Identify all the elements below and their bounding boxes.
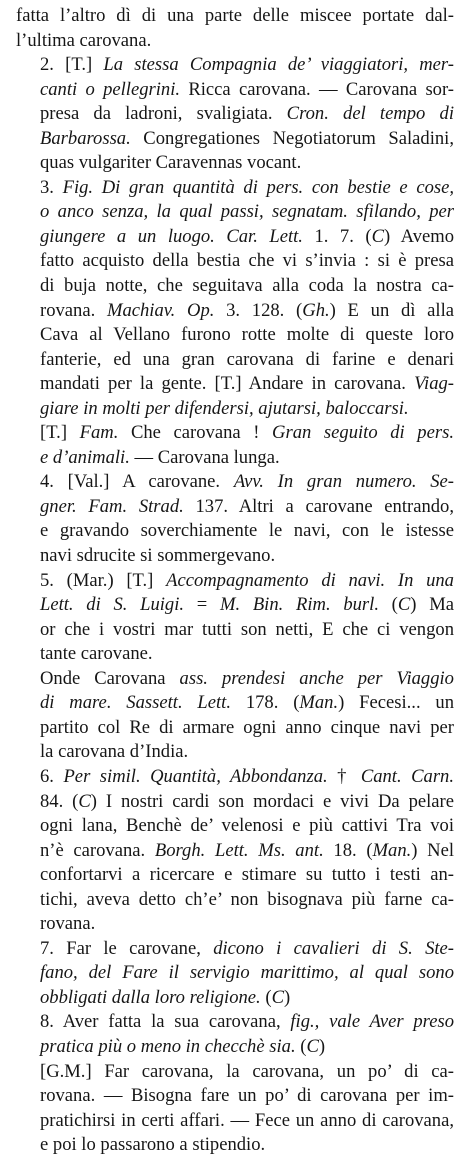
roman-text: ) Nel [411,839,454,861]
text-line [16,102,454,127]
roman-text: 137. Altri a carovane entrando, [183,495,454,517]
roman-text: Cava al Vellano furono rotte molte di queste loro [40,324,454,346]
roman-text: 4. [Val.] A carovane. [40,471,234,493]
text-line [16,961,454,986]
roman-text: 3. [40,176,63,198]
roman-text: Congregationes Negotiatorum Saladini, [130,127,454,149]
text-line [16,790,454,815]
roman-text: 2. [T.] [40,54,104,76]
entry-paragraph [16,569,454,667]
text-line [16,1084,454,1109]
text-line [16,1035,454,1060]
italic-text: Accompagnamento di navi. In una [166,569,454,591]
roman-text: ) Avemo [383,225,454,247]
text-line [16,839,454,864]
text-line [16,176,454,201]
text-line [16,986,454,1011]
roman-text: ) [318,1035,326,1057]
italic-text: Barbarossa. [40,127,131,149]
text-line [16,912,454,937]
roman-text: ) E un dì alla [329,299,454,321]
roman-text: 8. Aver fatta la sua carovana, [40,1011,291,1033]
roman-text: presa da ladroni, svaligiata. [40,103,287,125]
roman-text: 7. Far le carovane, [40,937,214,959]
text-line [16,200,454,225]
italic-text: C [371,225,384,247]
italic-text: Man. [299,692,339,714]
roman-text: quas vulgariter Caravennas vocant. [40,152,302,174]
text-line [16,814,454,839]
roman-text: partito col Re di armare ogni anno cinque navi per [40,716,454,738]
roman-text: 5. (Mar.) [T.] [40,569,167,591]
text-line [16,421,454,446]
text-line [16,323,454,348]
roman-text: 178. ( [231,692,300,714]
italic-text: pratica più o meno in checchè sia. [40,1035,296,1057]
roman-text: [T.] [40,422,80,444]
text-line [16,1010,454,1035]
text-line [16,642,454,667]
italic-text: C [271,986,284,1008]
text-line [16,618,454,643]
text-line [16,348,454,373]
entry-paragraph [16,4,454,53]
roman-text: 3. 128. ( [214,299,303,321]
roman-text: Carovana [94,667,166,689]
entry-paragraph [16,1010,454,1059]
italic-text: Man. [372,839,412,861]
text-line [16,446,454,471]
roman-text: mandati per la gente. [T.] Andare in carovana. [40,373,415,395]
roman-text: confortarvi a ricercare e stimare su tutto i testi an- [40,864,454,886]
roman-text: ogni lana, Benchè de’ velenosi e più cattivi Tra voi [40,815,454,837]
italic-text: fano, del Fare il servigio marittimo, al qual sono [40,962,454,984]
italic-text: C [78,790,91,812]
text-line [16,937,454,962]
text-line [16,274,454,299]
italic-text: Fig. Di gran quantità di pers. con bestie e cose, [62,176,454,198]
italic-text: Gh. [302,299,330,321]
text-line [16,667,454,692]
roman-text: ) Ma [410,594,454,616]
text-line [16,78,454,103]
entry-paragraph [16,421,454,470]
roman-text: rovana. [40,299,107,321]
italic-text: Fam. [79,422,119,444]
italic-text: Cant. Carn. [360,765,454,787]
entry-paragraph [16,667,454,765]
text-line [16,127,454,152]
text-line [16,372,454,397]
text-line [16,249,454,274]
roman-text: fanterie, ed una gran carovana di farine e denari [40,348,454,370]
italic-text: o anco senza, la qual passi, segnatam. sfilando, per [40,201,454,223]
roman-text: la carovana d’India. [40,741,189,763]
text-line [16,740,454,765]
entry-paragraph [16,470,454,568]
roman-text: Che carovana ! [118,422,273,444]
italic-text: Per simil. Quantità, Abbondanza. [63,765,328,787]
italic-text: La stessa Compagnia de’ viaggiatori, mer- [103,54,454,76]
roman-text: rovana. [40,913,96,935]
italic-text: C [306,1035,319,1057]
roman-text: tante carovane. [40,643,153,665]
roman-text: Ricca carovana. — Carovana sor- [180,78,454,100]
roman-text: rovana. — Bisogna fare un po’ di carovana per im- [40,1085,454,1107]
roman-text: ( [378,594,398,616]
italic-text: canti o pellegrini. [40,78,181,100]
roman-text: ) [283,986,291,1008]
roman-text: or che i vostri mar tutti son netti, E che ci vengon [40,618,454,640]
roman-text: ( [260,986,272,1008]
text-line [16,1060,454,1085]
roman-text: = [184,594,220,616]
entry-paragraph [16,937,454,1011]
text-line [16,53,454,78]
italic-text: ass. prendesi anche per Viaggio [165,667,454,689]
text-line [16,29,454,54]
italic-text: e d’animali. [40,446,130,468]
text-line [16,1133,454,1158]
roman-text: ) I nostri cardi son mordaci e vivi Da pelare [90,790,454,812]
text-line [16,691,454,716]
italic-text: giungere a un luogo. Car. Lett. [40,225,303,247]
text-line [16,765,454,790]
roman-text: l’ultima carovana. [16,29,152,51]
text-line [16,519,454,544]
text-line [16,397,454,422]
text-line [16,544,454,569]
roman-text: fatto acquisto della bestia che vi s’invia : si è presa [40,250,454,272]
text-line [16,470,454,495]
italic-text: Avv. In gran numero. Se- [233,471,454,493]
italic-text: dicono i cavalieri di S. Ste- [213,937,454,959]
text-line [16,151,454,176]
roman-text: di buja notte, che seguitava alla coda la nostra ca- [40,275,454,297]
text-line [16,569,454,594]
italic-text: giare in molti per difendersi, ajutarsi, baloccarsi. [40,397,409,419]
entry-paragraph [16,765,454,937]
roman-text: e poi lo passarono a stipendio. [40,1134,266,1156]
text-line [16,4,454,29]
roman-text: † [327,765,361,787]
italic-text: fig., vale Aver preso [290,1011,454,1033]
roman-text: — Carovana lunga. [129,446,280,468]
text-line [16,888,454,913]
italic-text: C [397,594,411,616]
entry-paragraph [16,53,454,176]
roman-text: 1. 7. ( [302,225,372,247]
italic-text: gner. Fam. Strad. [40,495,184,517]
roman-text: Onde [40,667,95,689]
entry-paragraph [16,176,454,421]
italic-text: Borgh. Lett. Ms. ant. [154,839,324,861]
italic-text: di mare. Sassett. Lett. [40,692,231,714]
italic-text: Lett. di S. Luigi. [40,594,185,616]
roman-text: [G.M.] Far carovana, la carovana, un po’ di ca- [40,1060,454,1082]
roman-text: 84. ( [40,790,79,812]
text-line [16,225,454,250]
roman-text: pratichirsi in certi affari. — Fece un anno di carovana, [40,1109,454,1131]
italic-text: obbligati dalla loro religione. [40,986,261,1008]
italic-text: Viag- [414,373,454,395]
italic-text: Gran seguito di pers. [272,422,454,444]
italic-text: Machiav. Op. [106,299,215,321]
roman-text: n’è carovana. [40,839,155,861]
italic-text: M. Bin. Rim. burl. [219,594,379,616]
text-line [16,716,454,741]
text-line [16,299,454,324]
roman-text: navi sdrucite si sommergevano. [40,545,276,567]
entry-paragraph [16,1060,454,1158]
roman-text: tichi, aveva detto ch’e’ non bisognava più farne ca- [40,888,454,910]
italic-text: Cron. del tempo di [286,103,454,125]
roman-text: 6. [40,765,64,787]
text-line [16,863,454,888]
roman-text: e gravando soverchiamente le navi, con le istesse [40,520,454,542]
roman-text: ( [295,1035,307,1057]
roman-text: ) Fecesi... un [338,692,454,714]
text-line [16,593,454,618]
roman-text: fatta l’altro dì di una parte delle miscee portate dal- [16,5,454,26]
text-line [16,495,454,520]
roman-text: 18. ( [323,839,373,861]
text-line [16,1109,454,1134]
